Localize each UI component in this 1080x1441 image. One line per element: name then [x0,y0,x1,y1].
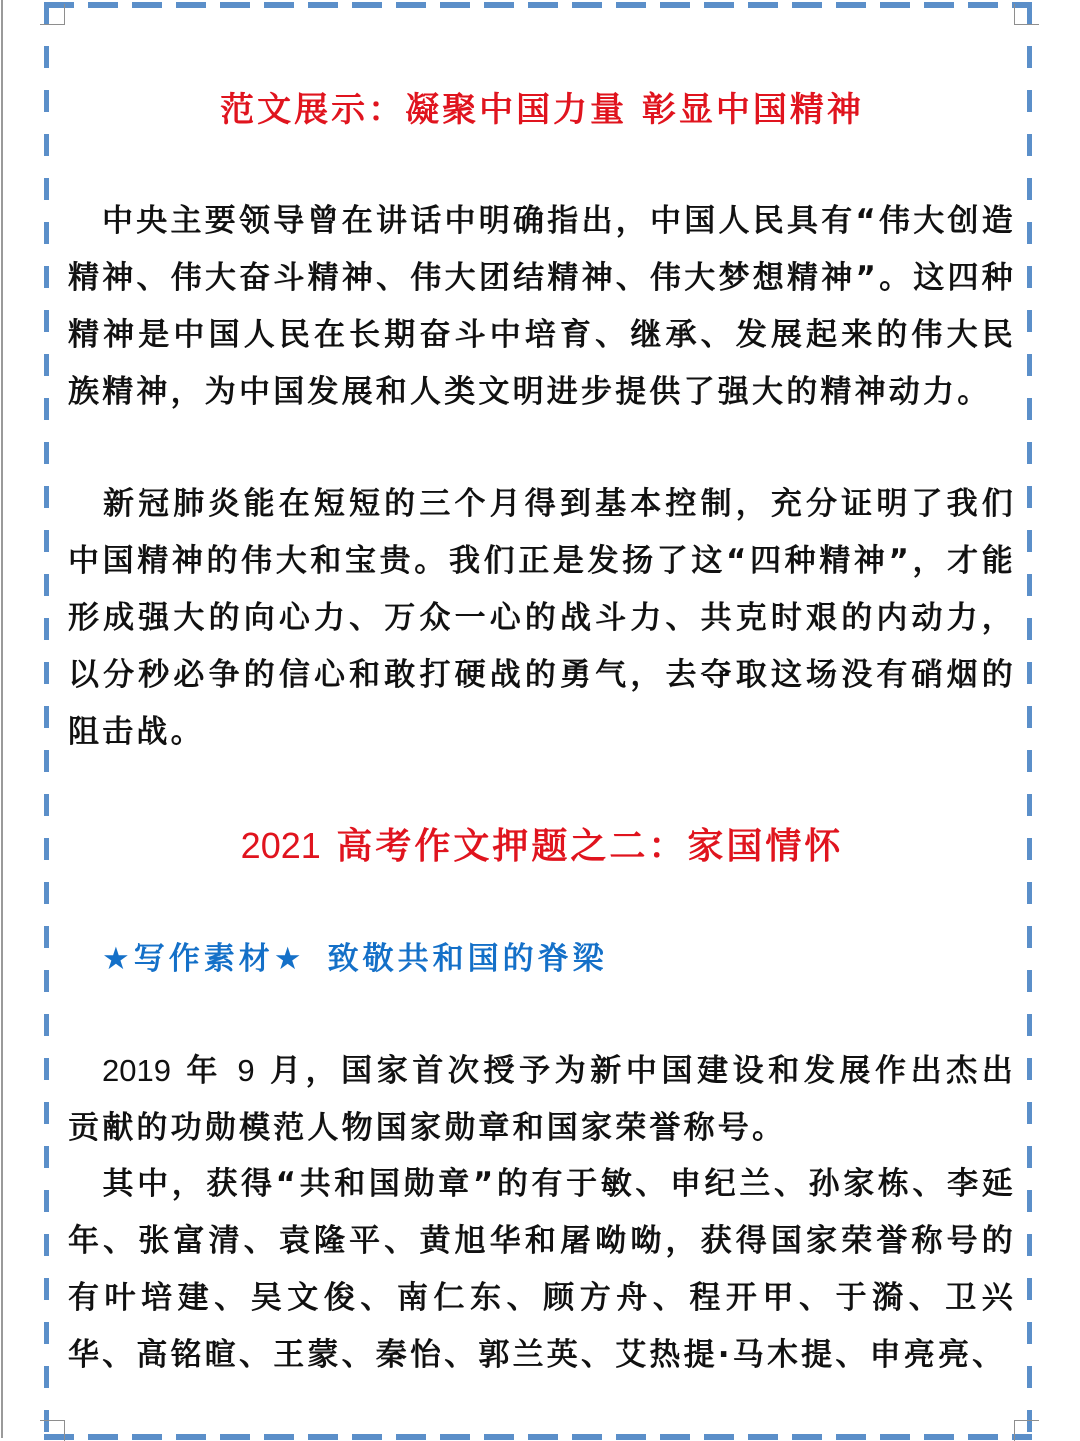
writing-material-heading [102,933,608,978]
paragraph-text: 新冠肺炎能在短短的三个月得到基本控制，充分证明了我们中国精神的伟大和宝贵。我们正是发扬了这“四种精神”，才能形成强大的向心力、万众一心的战斗力、共克时艰的内动力，以分秒必争的信心和敢打硬战的勇气，去夺取这场没有硝烟的阻击战。 [68,486,1016,750]
year-number: 2019 [102,1053,171,1088]
paragraph-text: 其中，获得“共和国勋章”的有于敏、申纪兰、孙家栋、李延年、张富清、袁隆平、黄旭华和屠呦呦，获得国家荣誉称号的有叶培建、吴文俊、南仁东、顾方舟、程开甲、于漪、卫兴华、高铭暄、王蒙、秦怡、郭兰英、艾热提·马木提、申亮亮、 [68,1166,1016,1373]
section2-title-text: 高考作文押题之二：家国情怀 [336,826,844,867]
border-top [44,2,1032,8]
crop-mark-top-left [40,4,65,25]
writing-material-tag: ★写作素材★ [102,941,306,977]
paragraph-text: 月，国家首次授予为新中国建设和发展作出杰出贡献的功勋模范人物国家勋章和国家荣誉称号。 [68,1053,1016,1146]
writing-material-title: 致敬共和国的脊梁 [327,941,608,977]
crop-mark-top-right [1014,4,1039,25]
section1-paragraph-2 [68,476,1016,761]
section2-title-year: 2021 [240,825,321,866]
border-bottom [44,1434,1032,1440]
section2-paragraph-1 [68,1042,1016,1157]
section1-paragraph-1 [68,193,1016,421]
section1-title: 范文展示：凝聚中国力量 彰显中国精神 [220,90,864,130]
border-right [1027,2,1032,1436]
border-left [44,2,49,1436]
section2-title [68,818,1016,869]
section2-paragraph-2 [68,1156,1016,1384]
paragraph-text: 中央主要领导曾在讲话中明确指出，中国人民具有“伟大创造精神、伟大奋斗精神、伟大团结精神、伟大梦想精神”。这四种精神是中国人民在长期奋斗中培育、继承、发展起来的伟大民族精神，为中国发展和人类文明进步提供了强大的精神动力。 [68,203,1016,410]
page-edge-line [1,0,3,1438]
year-unit: 年 [186,1053,222,1089]
month-number: 9 [237,1053,255,1088]
